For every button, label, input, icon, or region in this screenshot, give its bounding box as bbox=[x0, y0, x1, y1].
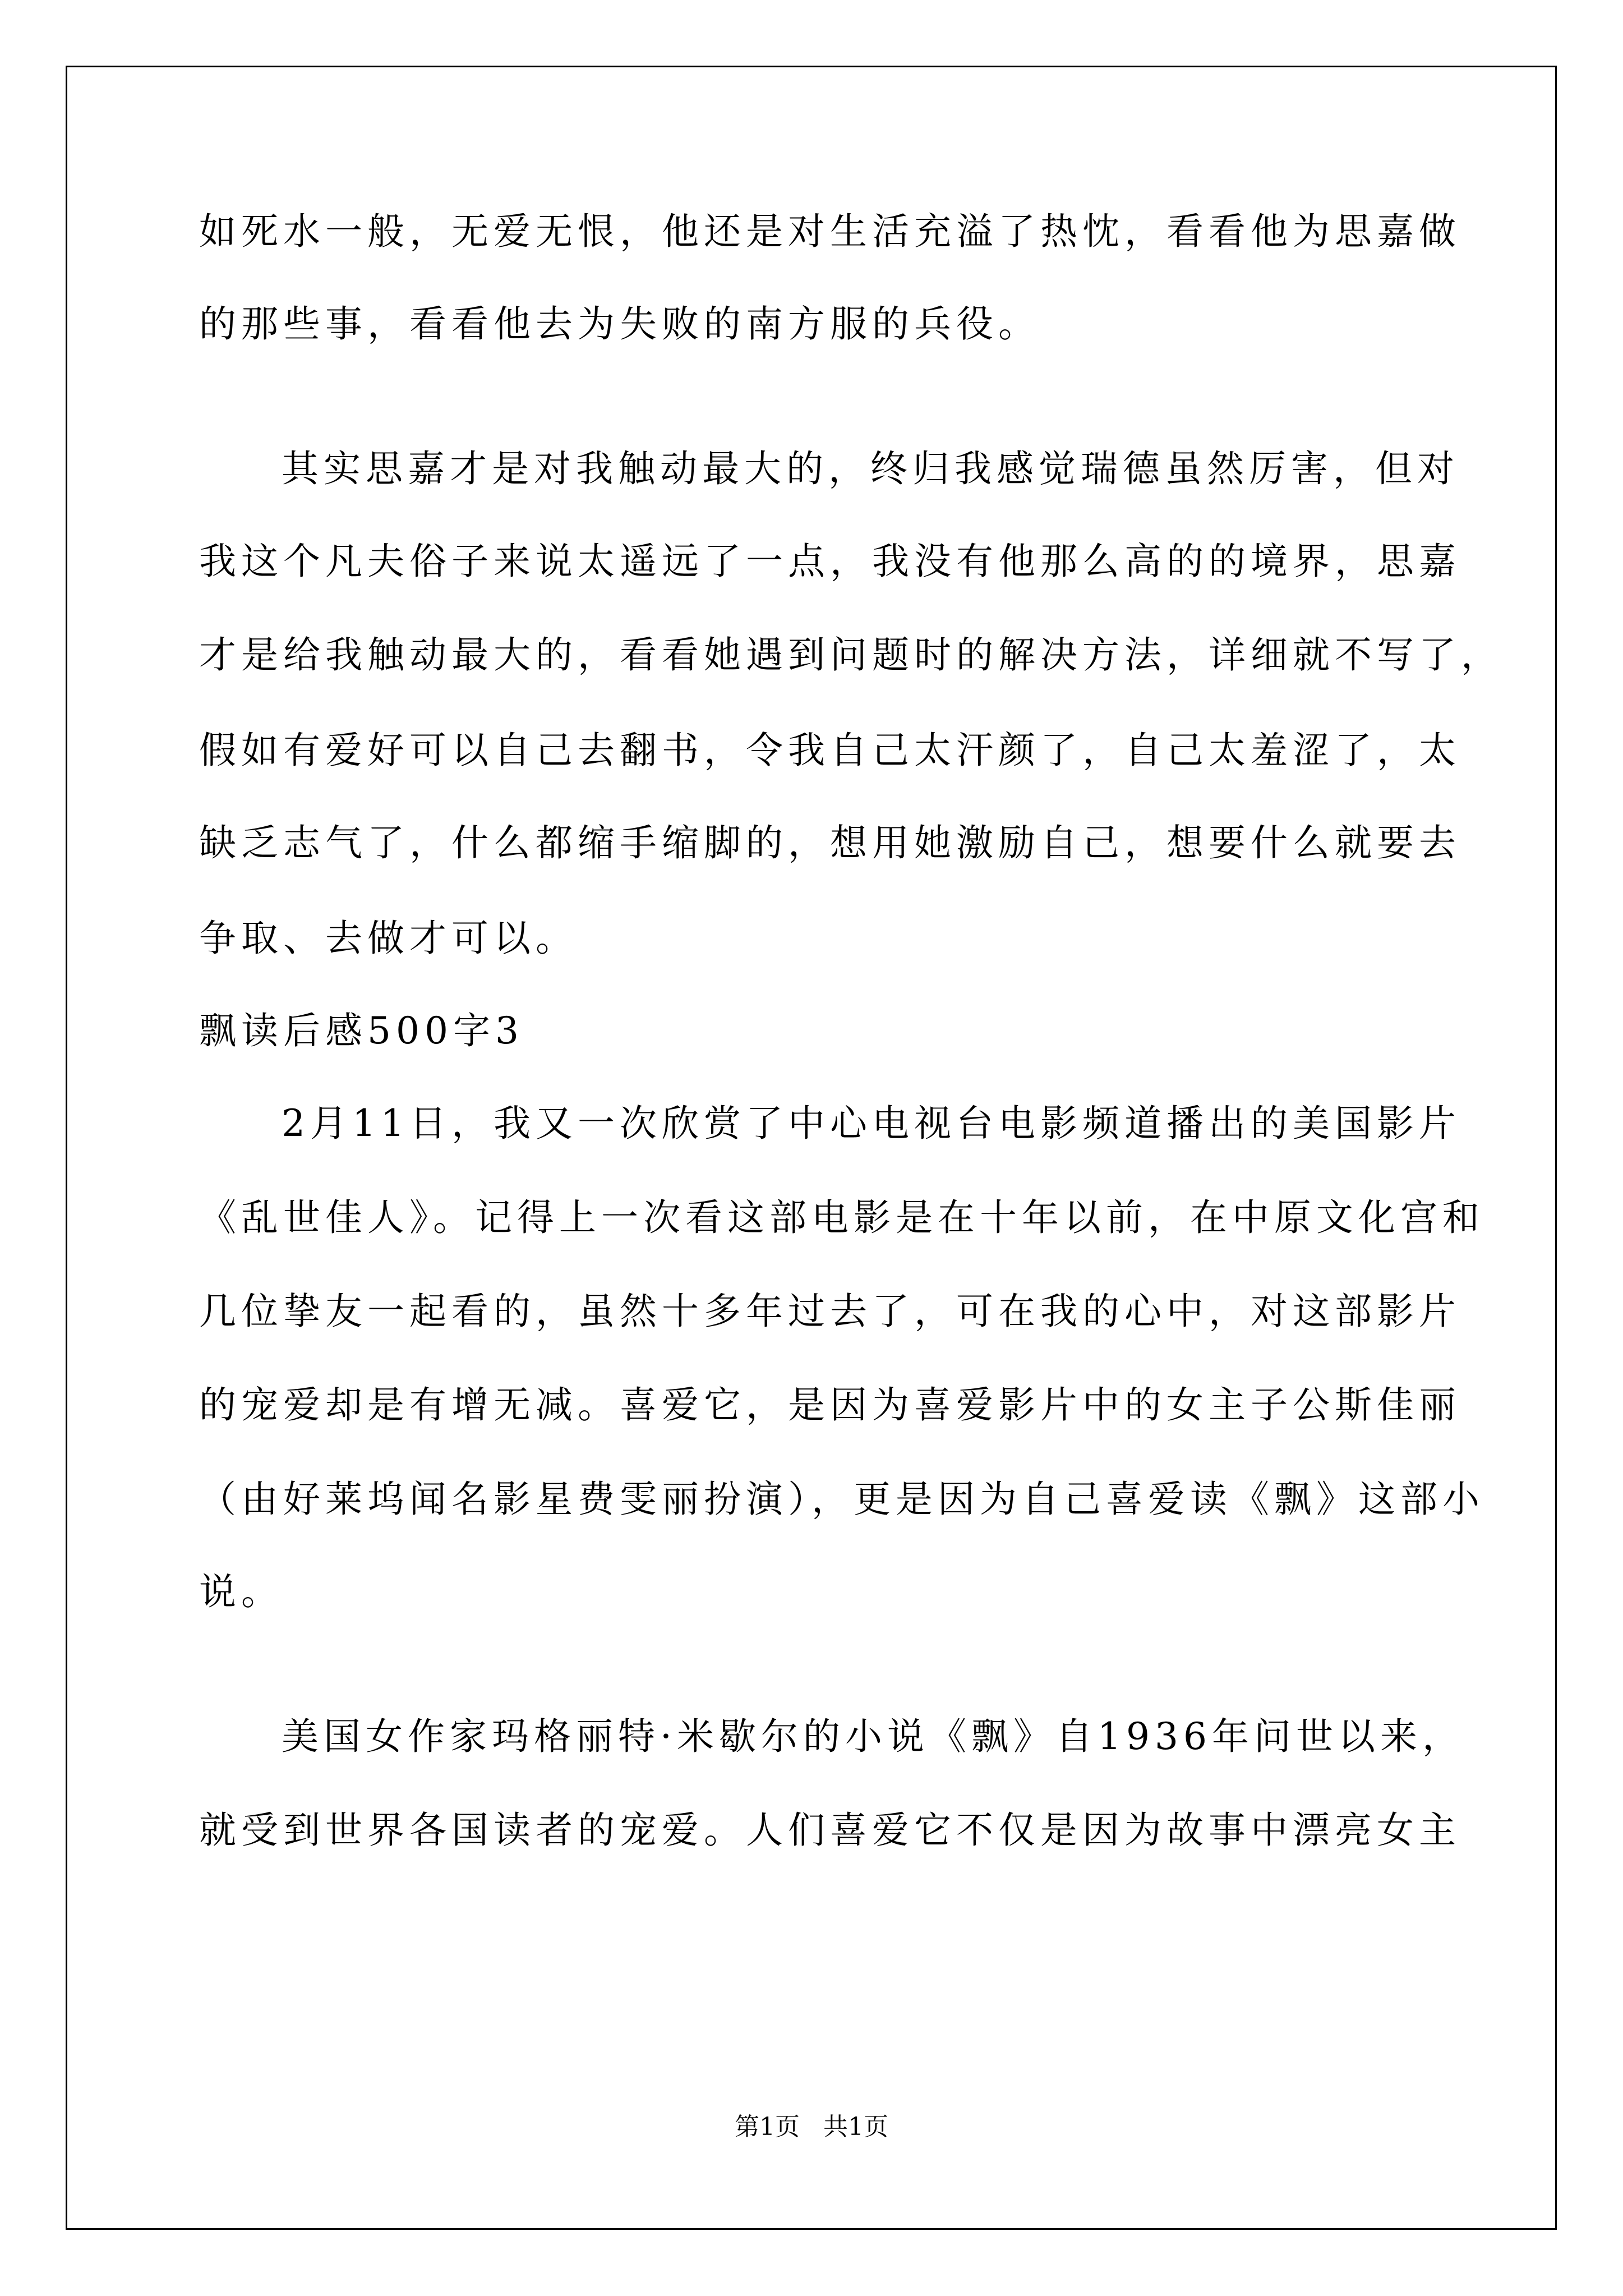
text-line: 几位挚友一起看的，虽然十多年过去了，可在我的心中，对这部影片 bbox=[199, 1290, 1461, 1333]
text-line: 争取、去做才可以。 bbox=[199, 917, 578, 960]
text-line: 我这个凡夫俗子来说太遥远了一点，我没有他那么高的的境界，思嘉 bbox=[199, 540, 1461, 583]
text-line: 假如有爱好可以自己去翻书，令我自己太汗颜了，自己太羞涩了，太 bbox=[199, 729, 1461, 772]
text-line: 说。 bbox=[199, 1570, 283, 1613]
text-line: 缺乏志气了，什么都缩手缩脚的，想用她激励自己，想要什么就要去 bbox=[199, 821, 1461, 864]
text-line: 的那些事，看看他去为失败的南方服的兵役。 bbox=[199, 302, 1040, 346]
text-line: 才是给我触动最大的，看看她遇到问题时的解决方法，详细就不写了， bbox=[199, 633, 1503, 677]
text-line: 《乱世佳人》。记得上一次看这部电影是在十年以前，在中原文化宫和 bbox=[199, 1196, 1484, 1239]
text-line: （由好莱坞闻名影星费雯丽扮演），更是因为自己喜爱读《飘》这部小 bbox=[199, 1478, 1484, 1521]
text-line: 2月11日，我又一次欣赏了中心电视台电影频道播出的美国影片 bbox=[282, 1102, 1461, 1145]
text-line: 美国女作家玛格丽特·米歇尔的小说《飘》自1936年问世以来， bbox=[282, 1715, 1464, 1758]
page-footer: 第1页 共1页 bbox=[735, 2113, 888, 2141]
page-border bbox=[66, 66, 1557, 2230]
section-heading: 飘读后感500字3 bbox=[199, 1009, 524, 1052]
text-line: 如死水一般，无爱无恨，他还是对生活充溢了热忱，看看他为思嘉做 bbox=[199, 210, 1461, 253]
text-line: 其实思嘉才是对我触动最大的，终归我感觉瑞德虽然厉害，但对 bbox=[282, 447, 1459, 490]
text-line: 的宠爱却是有增无减。喜爱它，是因为喜爱影片中的女主子公斯佳丽 bbox=[199, 1383, 1461, 1427]
text-line: 就受到世界各国读者的宠爱。人们喜爱它不仅是因为故事中漂亮女主 bbox=[199, 1809, 1461, 1852]
